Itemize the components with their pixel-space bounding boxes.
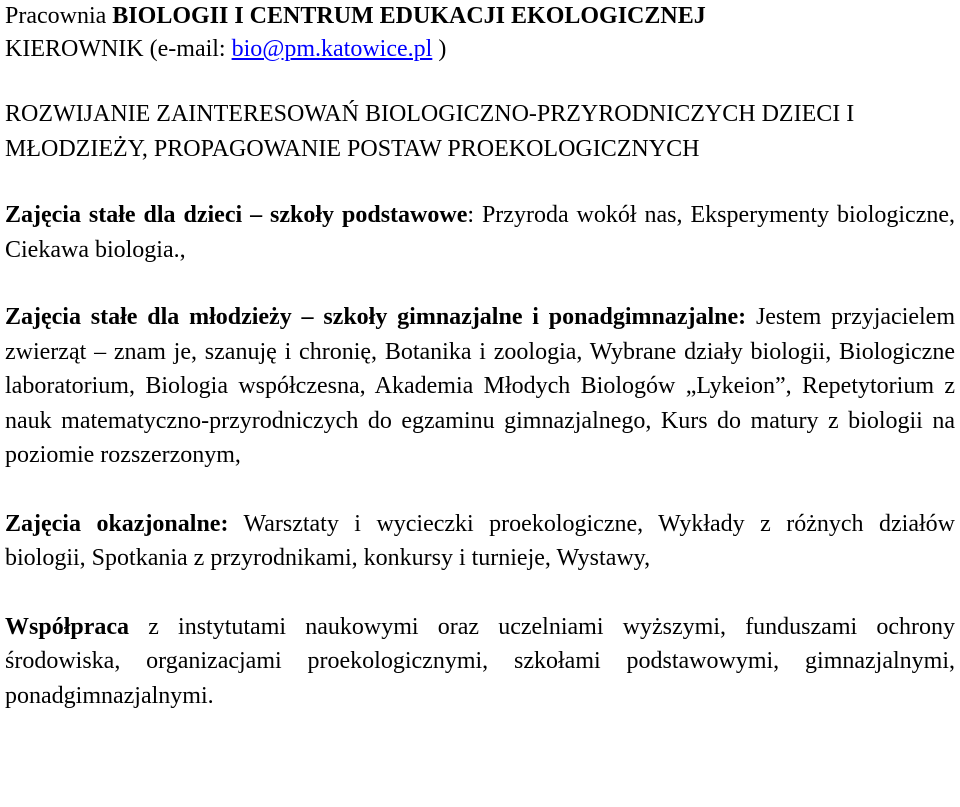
spacer: [5, 473, 955, 507]
section-children-label: Zajęcia stałe dla dzieci – szkoły podstawowe: [5, 202, 468, 228]
spacer: [5, 66, 955, 97]
section-youth-text: Jestem przyjacielem zwierząt – znam je, szanuję i chronię, Botanika i zoologia, Wybrane działy biologii, Biologiczne laboratorium, Biologia współczesna, Akademia Młodych Biologów „Lykeion”, Repetytorium z nauk matematyczno-przyrodniczych do egzaminu gimnazjalnego, Kurs do matury z biologii na poziomie rozszerzonym,: [5, 304, 955, 468]
spacer: [5, 166, 955, 198]
spacer: [5, 576, 955, 610]
header-line-1: [5, 0, 955, 33]
section-occasional: [5, 507, 955, 576]
header-prefix: Pracownia: [5, 3, 113, 29]
section-occasional-label: Zajęcia okazjonalne:: [5, 510, 229, 537]
manager-suffix: ): [432, 36, 447, 62]
header-line-2: [5, 33, 955, 66]
email-link[interactable]: bio@pm.katowice.pl: [231, 36, 433, 62]
department-name: BIOLOGII I CENTRUM EDUKACJI EKOLOGICZNEJ: [112, 3, 706, 29]
section-cooperation: [5, 610, 955, 714]
page-title: ROZWIJANIE ZAINTERESOWAŃ BIOLOGICZNO-PRZYRODNICZYCH DZIECI I MŁODZIEŻY, PROPAGOWANIE POSTAW PROEKOLOGICZNYCH: [5, 101, 855, 162]
section-youth-label: Zajęcia stałe dla młodzieży – szkoły gimnazjalne i ponadgimnazjalne:: [5, 304, 747, 330]
section-cooperation-label: Współpraca: [5, 613, 130, 640]
section-youth: [5, 300, 955, 473]
section-children: [5, 198, 955, 267]
section-children-text: : Przyroda wokół nas, Eksperymenty biologiczne, Ciekawa biologia.,: [5, 202, 955, 263]
spacer: [5, 267, 955, 300]
section-occasional-text: Warsztaty i wycieczki proekologiczne, Wykłady z różnych działów biologii, Spotkania z przyrodnikami, konkursy i turnieje, Wystawy,: [5, 510, 955, 571]
manager-prefix: KIEROWNIK (e-mail:: [5, 36, 232, 62]
section-cooperation-text: z instytutami naukowymi oraz uczelniami wyższymi, funduszami ochrony środowiska, organizacjami proekologicznymi, szkołami podstawowymi, gimnazjalnymi, ponadgimnazjalnymi.: [5, 613, 955, 709]
